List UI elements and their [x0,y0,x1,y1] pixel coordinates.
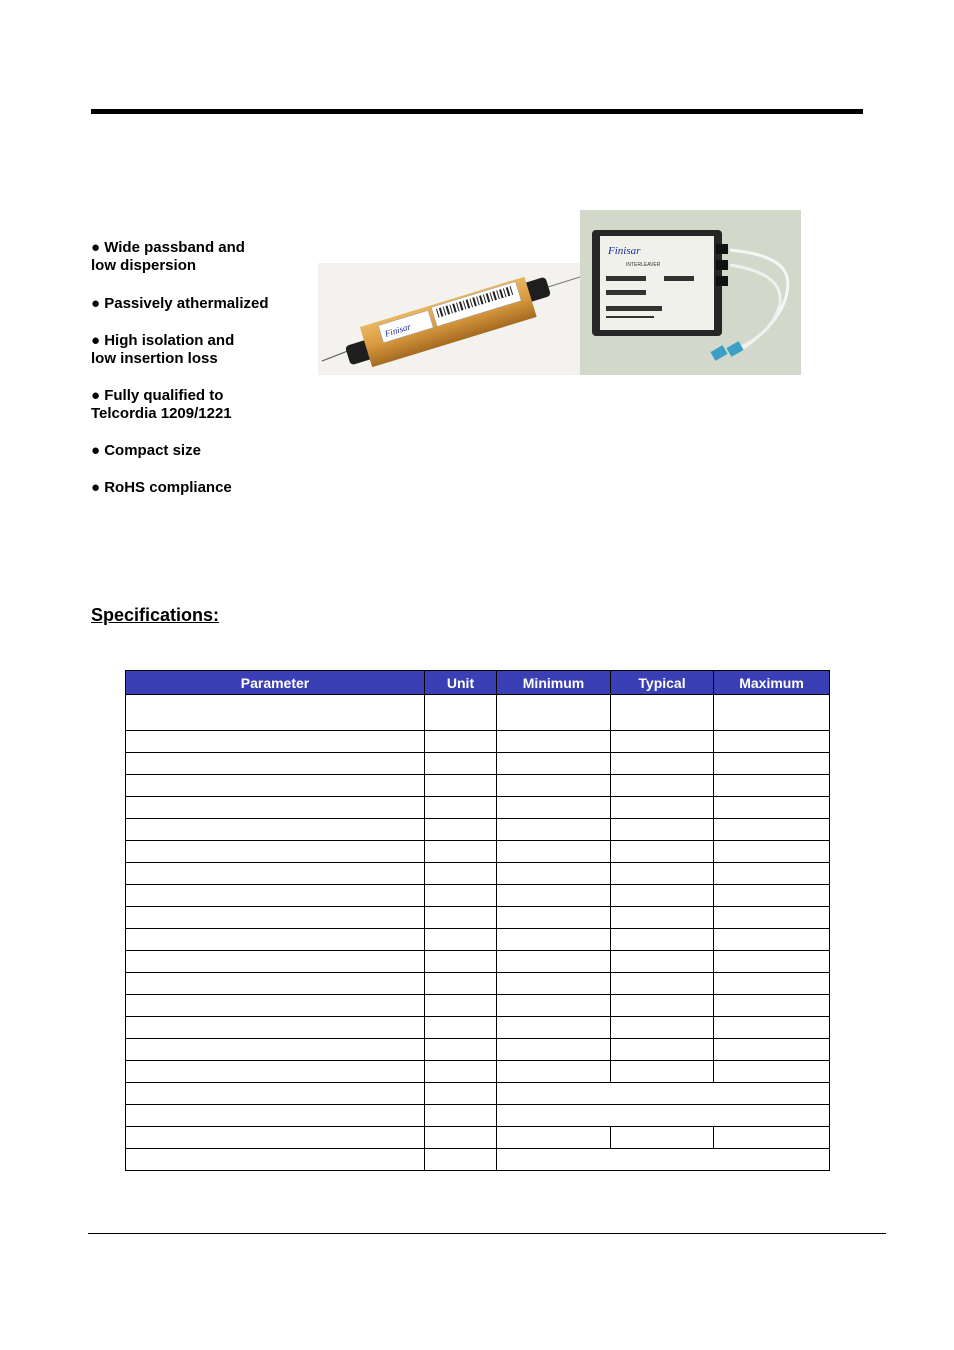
feature-text: ● Fully qualified to [91,387,224,404]
table-cell [497,995,611,1017]
table-cell [497,1061,611,1083]
table-cell [714,885,830,907]
table-cell [425,885,497,907]
table-cell [425,863,497,885]
table-cell [126,797,425,819]
table-row [126,1149,830,1171]
table-cell [126,885,425,907]
feature-item [91,479,232,497]
table-cell [497,951,611,973]
table-cell [497,1149,830,1171]
module-label: INTERLEAVER [626,262,661,268]
module-brand: Finisar [608,245,641,257]
table-cell [425,929,497,951]
table-cell [611,797,714,819]
table-cell [714,1127,830,1149]
table-cell [425,995,497,1017]
table-cell [611,863,714,885]
table-cell [126,1061,425,1083]
table-cell [611,753,714,775]
specifications-heading: Specifications: [91,605,220,625]
table-row [126,1127,830,1149]
table-cell [714,1039,830,1061]
table-cell [497,775,611,797]
table-cell [611,907,714,929]
table-row [126,995,830,1017]
table-row [126,973,830,995]
table-cell [714,731,830,753]
table-row [126,951,830,973]
table-cell [714,1061,830,1083]
table-cell [611,1039,714,1061]
table-cell [126,841,425,863]
table-row [126,929,830,951]
table-row [126,1039,830,1061]
table-cell [497,731,611,753]
table-cell [126,731,425,753]
specifications-table [125,670,830,1171]
table-cell [126,1083,425,1105]
table-row [126,841,830,863]
table-cell [611,819,714,841]
table-cell [497,797,611,819]
table-cell [126,819,425,841]
feature-text: ● Wide passband and [91,239,245,256]
table-cell [126,753,425,775]
table-cell [611,1061,714,1083]
table-cell [126,1149,425,1171]
table-cell [611,929,714,951]
table-row [126,885,830,907]
table-cell [714,775,830,797]
product-photo-tube [318,263,580,375]
feature-item [91,239,245,275]
table-cell [714,1017,830,1039]
table-cell [126,907,425,929]
table-cell [611,731,714,753]
feature-text: low dispersion [91,257,197,274]
table-cell [126,929,425,951]
table-cell [425,951,497,973]
table-cell [714,819,830,841]
table-cell [126,1039,425,1061]
table-cell [497,863,611,885]
table-cell [126,863,425,885]
table-header-row [126,671,830,695]
table-cell [497,841,611,863]
table-cell [425,973,497,995]
feature-text: ● RoHS compliance [91,479,232,496]
column-header-unit: Unit [425,671,497,695]
table-cell [126,1105,425,1127]
table-cell [126,775,425,797]
table-cell [497,907,611,929]
feature-text: low insertion loss [91,350,218,367]
table-cell [611,973,714,995]
table-cell [126,995,425,1017]
table-cell [425,1105,497,1127]
table-cell [126,951,425,973]
table-cell [714,951,830,973]
table-row [126,753,830,775]
table-cell [497,819,611,841]
table-cell [714,907,830,929]
table-row [126,797,830,819]
table-cell [611,951,714,973]
table-cell [425,775,497,797]
table-cell [126,695,425,731]
table-cell [714,753,830,775]
table-row [126,1083,830,1105]
column-header-minimum: Minimum [497,671,611,695]
table-cell [497,1017,611,1039]
feature-item [91,442,201,460]
table-cell [497,1083,830,1105]
table-cell [425,1149,497,1171]
table-row [126,731,830,753]
table-cell [497,1039,611,1061]
table-cell [497,1105,830,1127]
product-photo-module [580,210,801,375]
table-cell [497,1127,611,1149]
table-cell [425,797,497,819]
table-cell [611,775,714,797]
table-cell [611,995,714,1017]
column-header-parameter: Parameter [126,671,425,695]
feature-item [91,332,234,368]
table-row [126,863,830,885]
top-rule [91,109,863,114]
table-cell [714,973,830,995]
feature-text: Telcordia 1209/1221 [91,405,232,422]
table-cell [714,995,830,1017]
table-cell [425,731,497,753]
table-row [126,819,830,841]
table-cell [425,695,497,731]
feature-item [91,295,269,313]
table-row [126,1017,830,1039]
table-cell [425,753,497,775]
feature-text: ● High isolation and [91,332,235,349]
table-row [126,1061,830,1083]
table-cell [611,695,714,731]
table-cell [714,695,830,731]
table-row [126,695,830,731]
feature-text: ● Compact size [91,442,201,459]
table-cell [126,1127,425,1149]
table-cell [425,819,497,841]
feature-item [91,387,232,423]
table-cell [126,1017,425,1039]
table-cell [714,797,830,819]
table-row [126,1105,830,1127]
table-row [126,907,830,929]
table-cell [611,1017,714,1039]
column-header-typical: Typical [611,671,714,695]
table-cell [425,841,497,863]
table-cell [425,1017,497,1039]
table-cell [425,1061,497,1083]
table-cell [425,907,497,929]
footer-rule [88,1233,886,1234]
table-cell [497,753,611,775]
tube-brand: Finisar [383,321,412,339]
table-cell [425,1083,497,1105]
table-cell [714,863,830,885]
table-cell [497,695,611,731]
table-cell [497,973,611,995]
table-cell [611,885,714,907]
table-cell [425,1039,497,1061]
table-cell [611,841,714,863]
feature-text: ● Passively athermalized [91,295,269,312]
table-row [126,775,830,797]
table-cell [714,929,830,951]
table-cell [714,841,830,863]
column-header-maximum: Maximum [714,671,830,695]
table-cell [425,1127,497,1149]
table-cell [497,929,611,951]
table-cell [611,1127,714,1149]
table-cell [126,973,425,995]
table-cell [497,885,611,907]
